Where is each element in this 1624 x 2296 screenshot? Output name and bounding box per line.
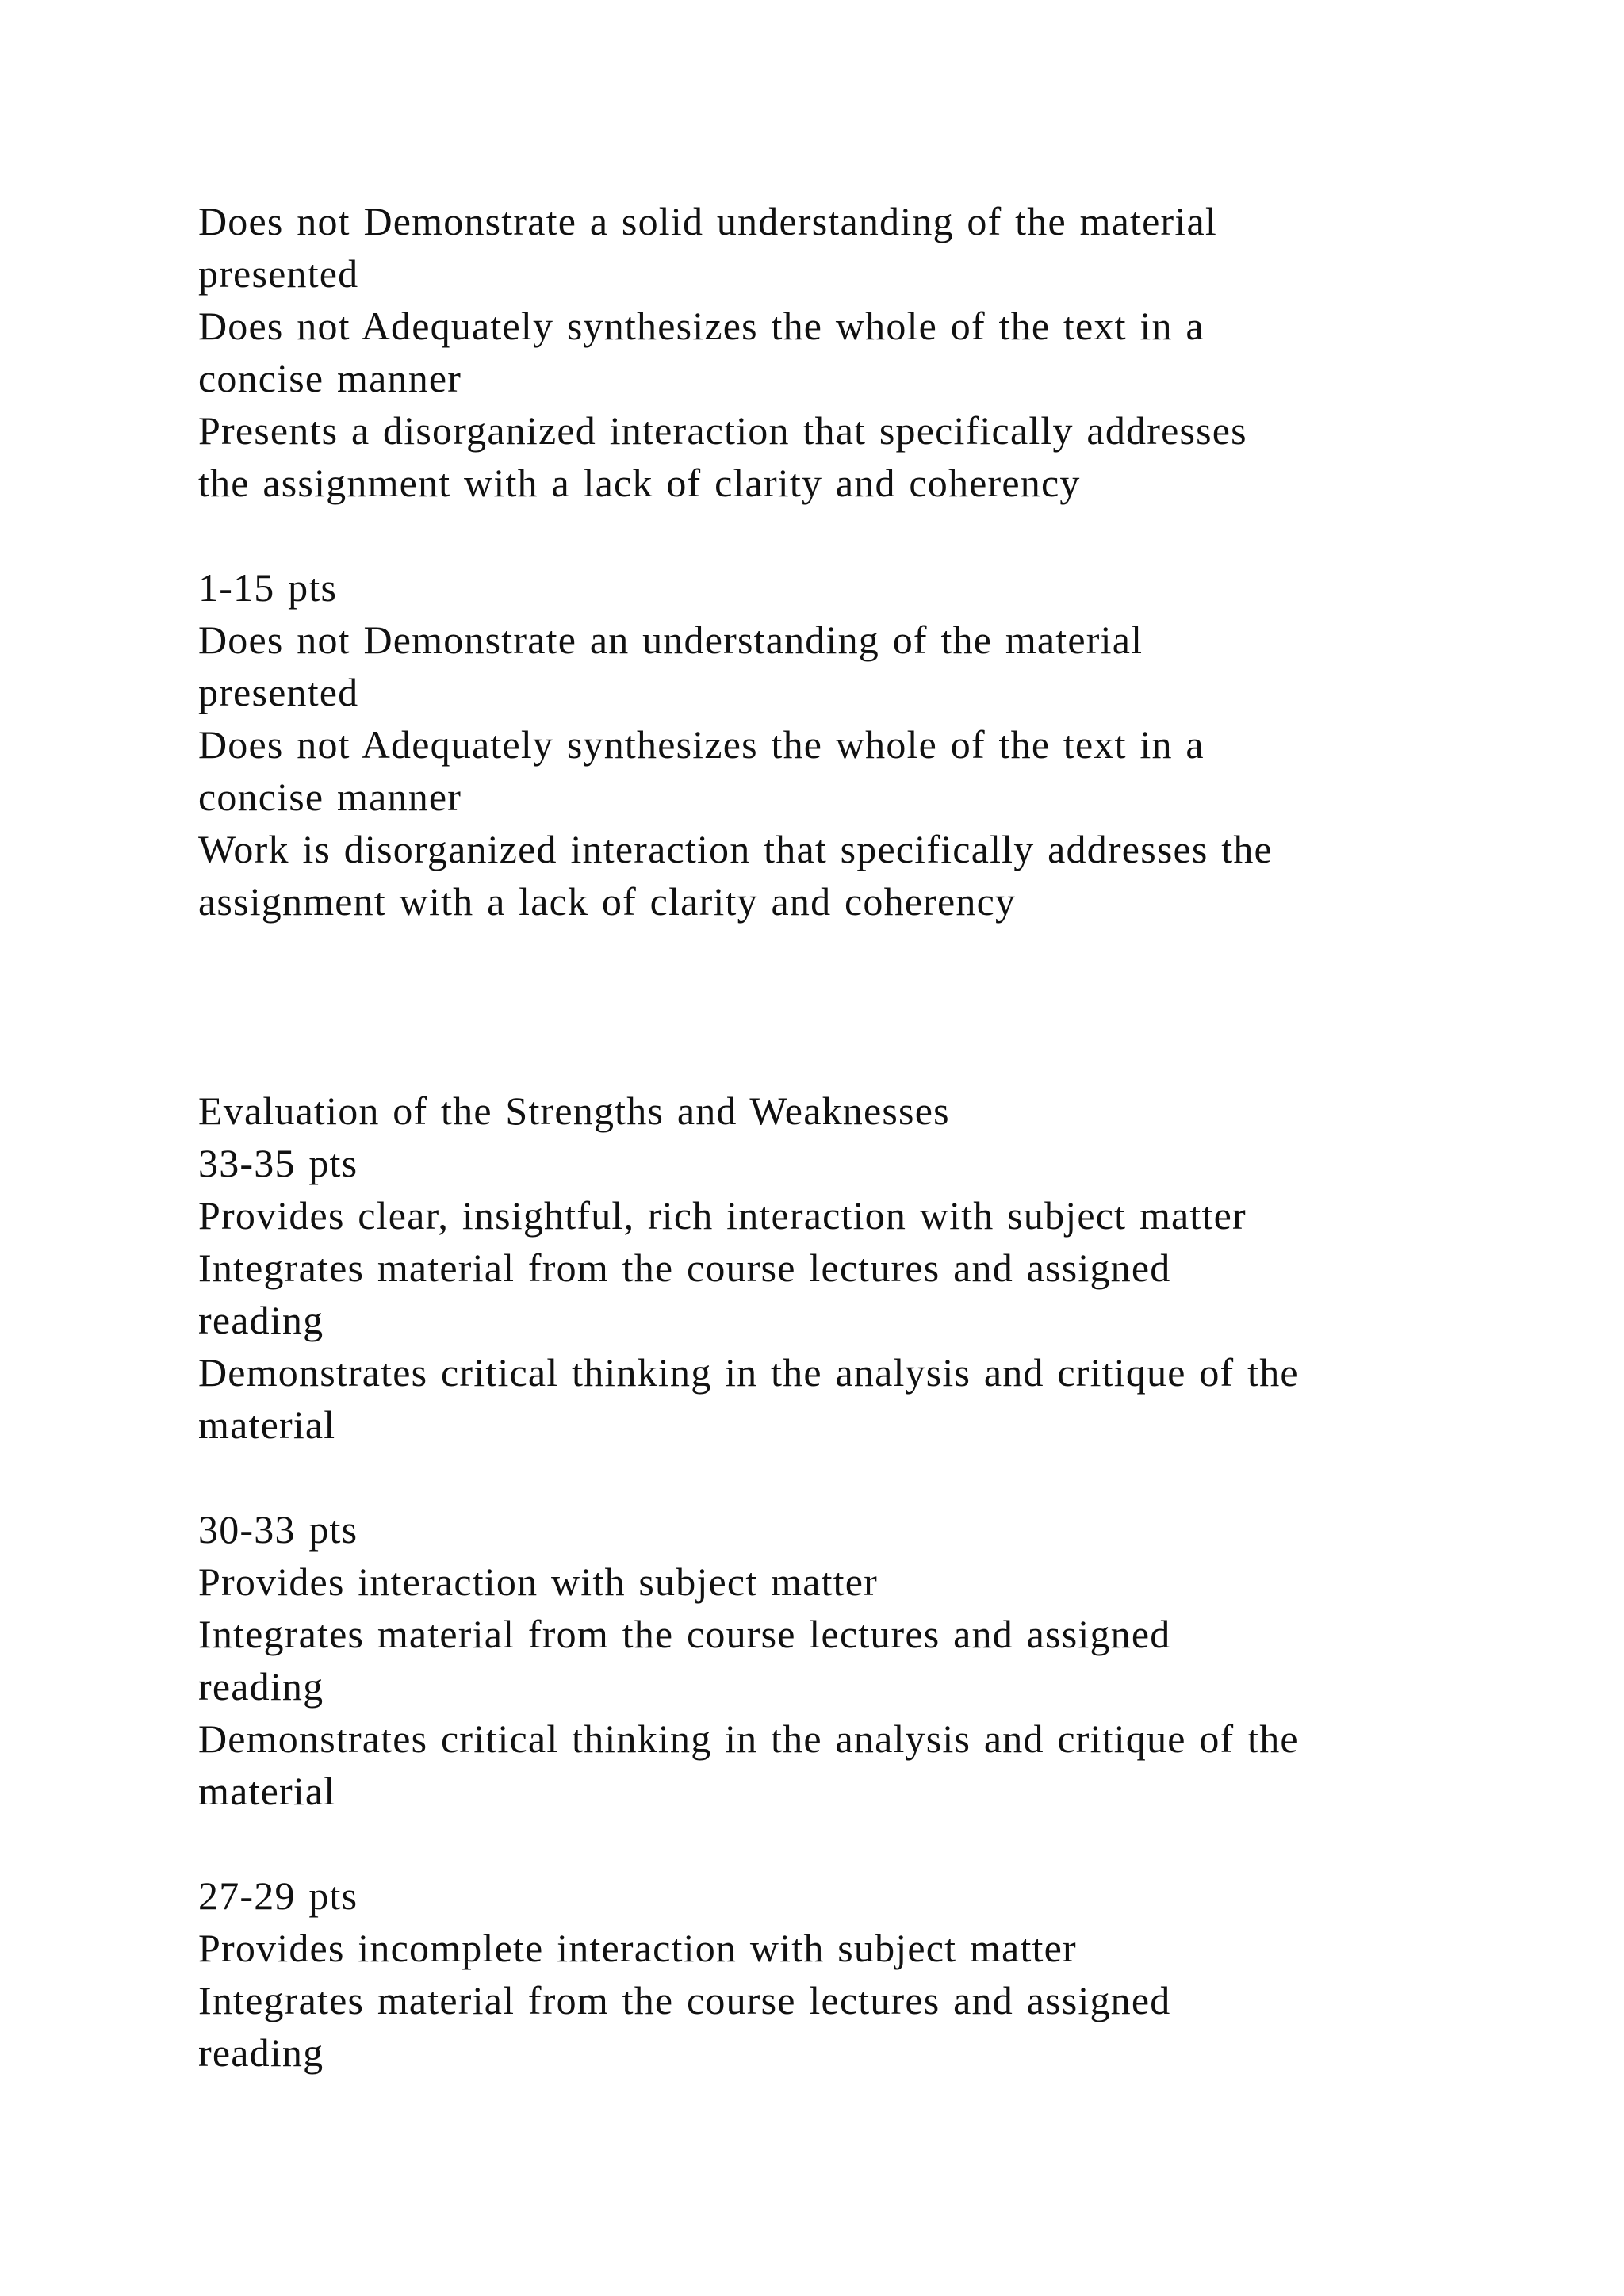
text-line: Demonstrates critical thinking in the analysis and critique of the bbox=[198, 1350, 1299, 1395]
points-range: 30-33 pts bbox=[198, 1507, 358, 1552]
text-line: Demonstrates critical thinking in the analysis and critique of the bbox=[198, 1716, 1299, 1761]
text-line: Presents a disorganized interaction that specifically addresses bbox=[198, 408, 1247, 453]
text-line: Integrates material from the course lectures and assigned bbox=[198, 1978, 1171, 2022]
text-line: Does not Demonstrate a solid understanding of the material bbox=[198, 199, 1217, 243]
text-line: the assignment with a lack of clarity and coherency bbox=[198, 461, 1081, 505]
text-line: reading bbox=[198, 1664, 324, 1709]
text-line: Provides incomplete interaction with subject matter bbox=[198, 1926, 1077, 1970]
text-line: Integrates material from the course lectures and assigned bbox=[198, 1612, 1171, 1656]
text-line: presented bbox=[198, 670, 359, 714]
criteria-block-27-29-pts bbox=[198, 1869, 1546, 2079]
text-line: concise manner bbox=[198, 356, 462, 400]
section-heading: Evaluation of the Strengths and Weaknesses bbox=[198, 1089, 950, 1133]
text-line: assignment with a lack of clarity and coherency bbox=[198, 879, 1017, 924]
document-body bbox=[198, 195, 1546, 2079]
blank-line bbox=[198, 1451, 1546, 1503]
text-line: Does not Adequately synthesizes the whole of the text in a bbox=[198, 304, 1205, 348]
text-line: material bbox=[198, 1402, 336, 1447]
text-line: Work is disorganized interaction that specifically addresses the bbox=[198, 827, 1273, 871]
text-line: Provides interaction with subject matter bbox=[198, 1559, 879, 1604]
text-line: Does not Demonstrate an understanding of the material bbox=[198, 618, 1143, 662]
text-line: presented bbox=[198, 251, 359, 296]
blank-line bbox=[198, 1817, 1546, 1869]
text-line: concise manner bbox=[198, 775, 462, 819]
text-line: reading bbox=[198, 2030, 324, 2075]
criteria-block-solid-understanding bbox=[198, 195, 1546, 509]
blank-space bbox=[198, 928, 1546, 1085]
blank-line bbox=[198, 509, 1546, 561]
text-line: reading bbox=[198, 1298, 324, 1342]
criteria-block-1-15-pts bbox=[198, 561, 1546, 928]
points-range: 33-35 pts bbox=[198, 1141, 358, 1185]
text-line: Provides clear, insightful, rich interaction with subject matter bbox=[198, 1193, 1247, 1238]
points-range: 1-15 pts bbox=[198, 565, 338, 610]
criteria-block-30-33-pts bbox=[198, 1503, 1546, 1817]
points-range: 27-29 pts bbox=[198, 1873, 358, 1918]
text-line: Does not Adequately synthesizes the whole of the text in a bbox=[198, 722, 1205, 767]
text-line: material bbox=[198, 1769, 336, 1813]
section-strengths-weaknesses bbox=[198, 1085, 1546, 1451]
text-line: Integrates material from the course lectures and assigned bbox=[198, 1246, 1171, 1290]
